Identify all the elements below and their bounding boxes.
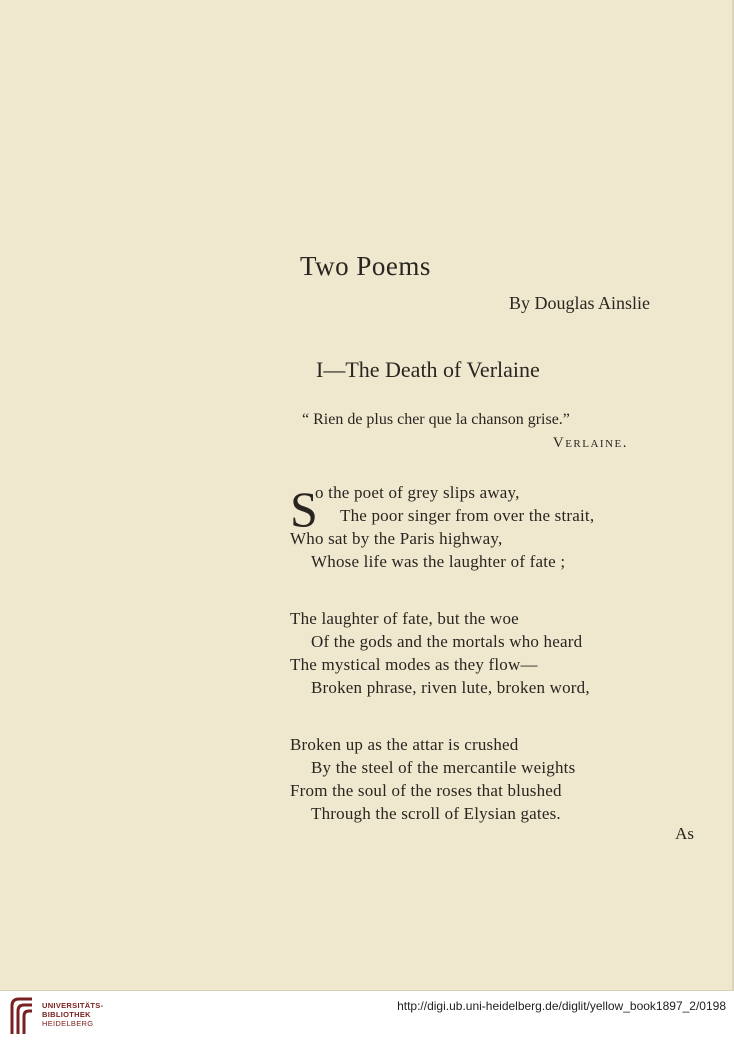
source-url-link[interactable]: http://digi.ub.uni-heidelberg.de/diglit/yellow_book1897_2/0198 xyxy=(397,999,726,1013)
poem-line: Through the scroll of Elysian gates. xyxy=(311,804,561,823)
poem-line: From the soul of the roses that blushed xyxy=(290,781,562,800)
drop-cap: S xyxy=(290,481,318,537)
poem-line: The poor singer from over the strait, xyxy=(340,506,595,525)
epigraph-attribution: Verlaine. xyxy=(552,435,628,451)
poem-title: I—The Death of Verlaine xyxy=(316,357,540,382)
author-byline: By Douglas Ainslie xyxy=(508,293,650,313)
stanza-3 xyxy=(290,733,575,825)
poem-line: The laughter of fate, but the woe xyxy=(290,609,519,628)
poem-line: Of the gods and the mortals who heard xyxy=(311,632,583,651)
poem-line: Who sat by the Paris highway, xyxy=(290,529,503,548)
poem-line: Broken up as the attar is crushed xyxy=(290,735,519,754)
poem-line: Whose life was the laughter of fate ; xyxy=(311,552,566,571)
epigraph: “ Rien de plus cher que la chanson grise.” xyxy=(302,411,570,428)
poem-line: o the poet of grey slips away, xyxy=(315,483,520,502)
page-title: Two Poems xyxy=(300,251,431,281)
poem-line: The mystical modes as they flow— xyxy=(290,655,538,674)
catchword: As xyxy=(675,824,694,843)
stanza-1 xyxy=(290,481,594,573)
library-logo-icon xyxy=(8,996,36,1036)
library-name: UNIVERSITÄTS- BIBLIOTHEK HEIDELBERG xyxy=(42,1001,104,1028)
viewer-footer xyxy=(0,991,734,1044)
stanza-2 xyxy=(290,607,590,699)
poem-line: By the steel of the mercantile weights xyxy=(311,758,576,777)
poem-line: Broken phrase, riven lute, broken word, xyxy=(311,678,590,697)
